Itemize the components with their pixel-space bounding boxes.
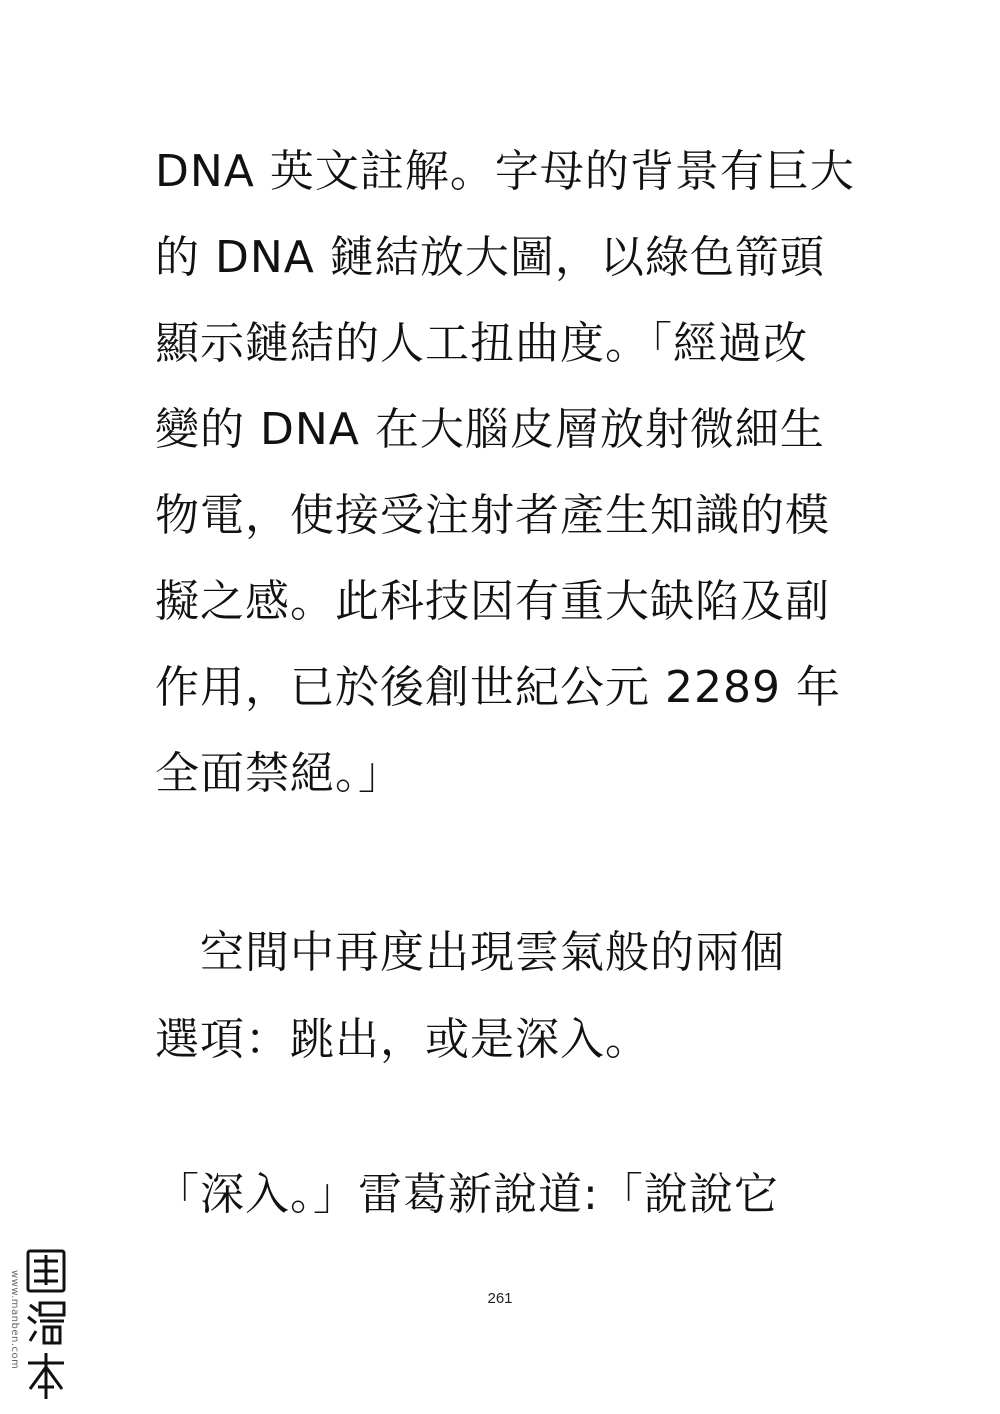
text-line: 的 DNA 鏈結放大圖，以綠色箭頭 <box>155 232 825 283</box>
text-line: 物電，使接受注射者產生知識的模 <box>155 490 830 541</box>
page-number: 261 <box>487 1290 513 1307</box>
text-line: 全面禁絕。」 <box>155 748 403 799</box>
text-line: 作用，已於後創世紀公元 2289 年 <box>155 662 841 713</box>
text-line: 「深入。」雷葛新說道:「說說它 <box>155 1169 779 1220</box>
text-line: 變的 DNA 在大腦皮層放射微細生 <box>155 404 825 455</box>
text-line: DNA 英文註解。字母的背景有巨大 <box>155 146 855 197</box>
text-line: 擬之感。此科技因有重大缺陷及副 <box>155 576 830 627</box>
watermark-url: www.manben.com <box>9 1270 20 1370</box>
text-line: 選項：跳出，或是深入。 <box>155 1014 650 1065</box>
watermark-logo-icon <box>8 1245 70 1407</box>
text-line: 顯示鏈結的人工扭曲度。「經過改 <box>155 318 808 369</box>
text-line: 空間中再度出現雲氣般的兩個 <box>155 927 785 978</box>
